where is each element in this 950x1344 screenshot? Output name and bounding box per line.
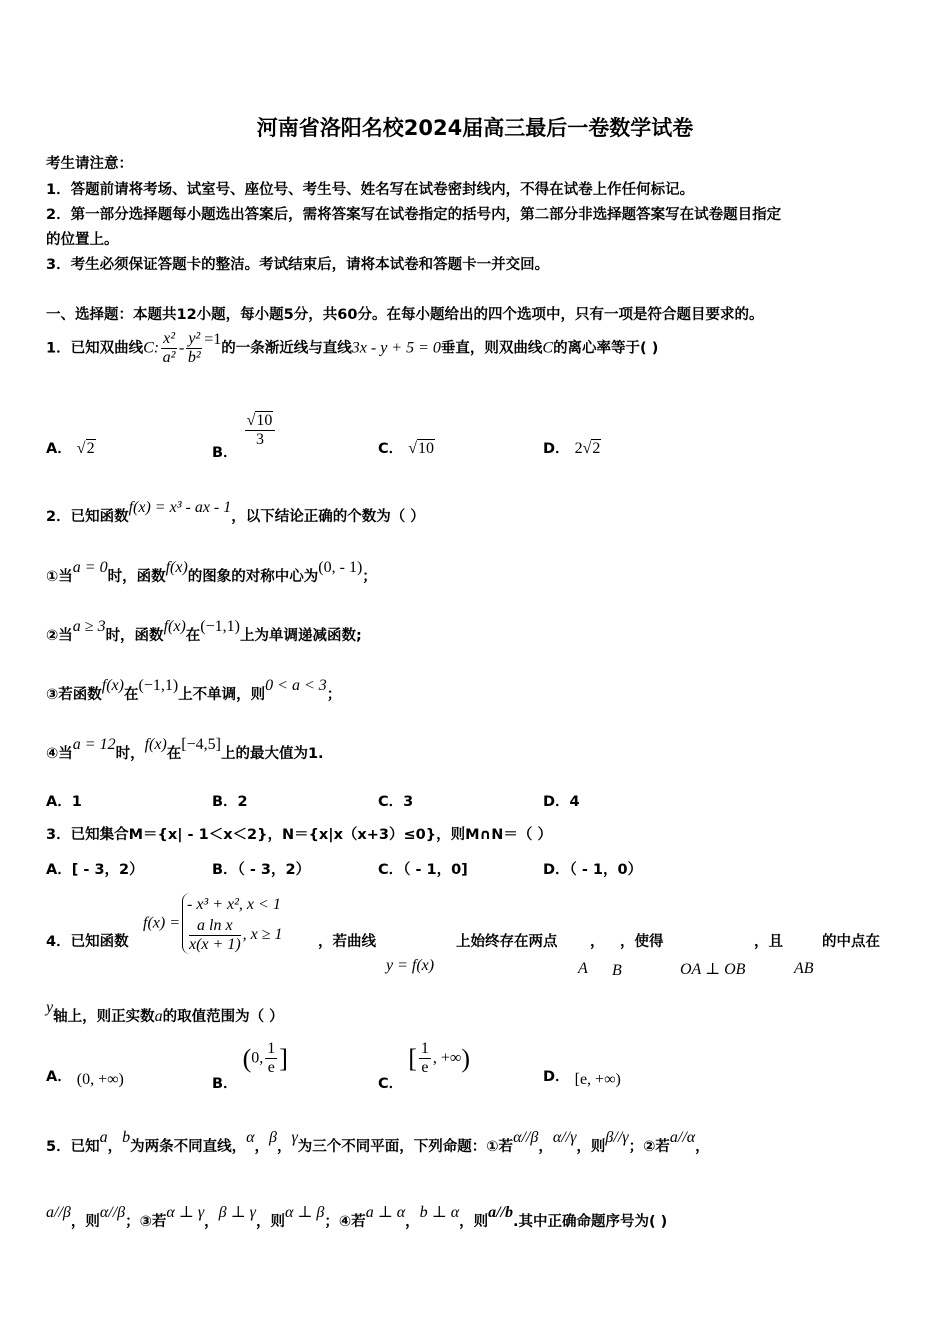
q1-frac-x: $\frac{\text{x²}}{\text{a²}}$	[162, 330, 176, 366]
q4-point-a: A	[578, 960, 588, 977]
q4-option-d[interactable]: D． [e, +∞)	[543, 1069, 621, 1088]
notice-item-3: 3．考生必须保证答题卡的整洁。考试结束后，请将本试卷和答题卡一并交回。	[46, 257, 550, 273]
q4-option-c[interactable]: C． [ $\frac{1}{e}$ , +∞)	[378, 1040, 470, 1092]
q1-option-a[interactable]: A． √2	[46, 440, 95, 457]
q1-post: 的离心率等于( )	[553, 340, 659, 357]
q1-option-b[interactable]: B． $\frac{√10}{3}$	[212, 412, 277, 449]
question-2	[46, 499, 425, 526]
q4-option-a[interactable]: A． (0, +∞)	[46, 1069, 124, 1088]
notice-item-1: 1．答题前请将考场、试室号、座位号、考生号、姓名写在试卷密封线内，不得在试卷上作任何标记。	[46, 182, 695, 198]
q2-option-c[interactable]: C．3	[378, 794, 414, 810]
q4-text-2: 上始终存在两点	[456, 934, 558, 950]
q1-c-label: C:	[143, 339, 160, 357]
q2-statement-1: ①当a = 0时，函数f(x)的图象的对称中心为(0, - 1)；	[46, 559, 377, 585]
notice-heading: 考生请注意：	[46, 156, 133, 172]
q3-option-d[interactable]: D．（ - 1，0）	[543, 862, 643, 878]
q3-option-b[interactable]: B．（ - 3，2）	[212, 862, 311, 878]
q1-mid2: 垂直，则双曲线	[440, 340, 543, 357]
q4-case-2: $\frac{\text{a ln x}}{x(x + 1)}$ , x ≥ 1	[189, 917, 283, 953]
q2-statement-2: ②当a ≥ 3时，函数f(x)在(−1,1)上为单调递减函数;	[46, 618, 362, 644]
q4-point-b: B	[612, 962, 622, 979]
q4-segment-ab: AB	[794, 960, 814, 977]
q4-text-6: 的中点在	[822, 934, 880, 950]
q2-post: ，以下结论正确的个数为（ ）	[231, 509, 425, 525]
q4-option-b[interactable]: B． (0, $\frac{1}{e}$ ]	[212, 1040, 288, 1092]
question-4-prefix: 4．已知函数	[46, 934, 129, 950]
q4-line-2: y轴上，则正实数a的取值范围为（ ）	[46, 999, 284, 1025]
q1-prefix: 1．已知双曲线	[46, 340, 144, 357]
q4-perpendicular: OA ⊥ OB	[680, 961, 746, 978]
q1-minus: -	[179, 339, 185, 357]
q2-statement-4: ④当a = 12时，f(x)在[−4,5]上的最大值为1.	[46, 736, 324, 762]
q1-frac-y: $\frac{\text{y²}}{\text{b²}}$	[187, 330, 201, 366]
q1-option-c[interactable]: C． √10	[378, 440, 434, 457]
q2-func: f(x) = x³ - ax - 1	[128, 499, 232, 516]
q2-prefix: 2．已知函数	[46, 509, 129, 525]
q4-text-4: ，使得	[620, 934, 664, 950]
q4-text-1: ，若曲线	[318, 934, 376, 950]
notice-item-2: 2．第一部分选择题每小题选出答案后，需将答案写在试卷指定的括号内，第二部分非选择题答案写在试卷题目指定	[46, 207, 782, 223]
question-1	[46, 330, 658, 367]
q3-option-c[interactable]: C．（ - 1，0]	[378, 862, 468, 878]
q1-c: C	[542, 339, 554, 357]
q1-option-d[interactable]: D． 2√2	[543, 440, 601, 457]
notice-item-2-cont: 的位置上。	[46, 232, 119, 248]
q4-text-3: ，	[590, 934, 605, 950]
q3-option-a[interactable]: A．[ - 3，2）	[46, 862, 144, 878]
q2-option-b[interactable]: B．2	[212, 794, 248, 810]
q1-line-eq: 3x - y + 5 = 0	[351, 339, 441, 357]
section-heading: 一、选择题：本题共12小题，每小题5分，共60分。在每小题给出的四个选项中，只有一项是符合题目要求的。	[46, 307, 764, 323]
q2-statement-3: ③若函数f(x)在(−1,1)上不单调，则0 < a < 3；	[46, 677, 342, 703]
q1-eq1: =1	[204, 330, 222, 348]
q4-text-5: ，且	[754, 934, 783, 950]
q4-piecewise: f(x) = - x³ + x², x < 1 $\frac{\text{a ln x}}{x(x + 1)}$ , x ≥ 1	[143, 893, 283, 954]
q4-case-1: - x³ + x², x < 1	[187, 896, 281, 913]
page-title: 河南省洛阳名校2024届高三最后一卷数学试卷	[256, 116, 694, 140]
q2-option-a[interactable]: A．1	[46, 794, 82, 810]
q1-mid: 的一条渐近线与直线	[221, 340, 352, 357]
question-3: 3．已知集合M＝{x| - 1＜x＜2}，N＝{x|x（x+3）≤0}，则M∩N＝（ ）	[46, 827, 552, 843]
q2-option-d[interactable]: D．4	[543, 794, 580, 810]
question-5-line-2: a//β，则α//β；③若α ⊥ γ，β ⊥ γ，则α ⊥ β；④若a ⊥ α，b ⊥ α，则a//b.其中正确命题序号为( )	[46, 1204, 668, 1230]
q4-curve: y = f(x)	[386, 957, 435, 974]
question-5-line-1: 5．已知a，b为两条不同直线，α，β，γ为三个不同平面，下列命题：①若α//β，α//γ，则β//γ；②若a//α，	[46, 1129, 710, 1155]
